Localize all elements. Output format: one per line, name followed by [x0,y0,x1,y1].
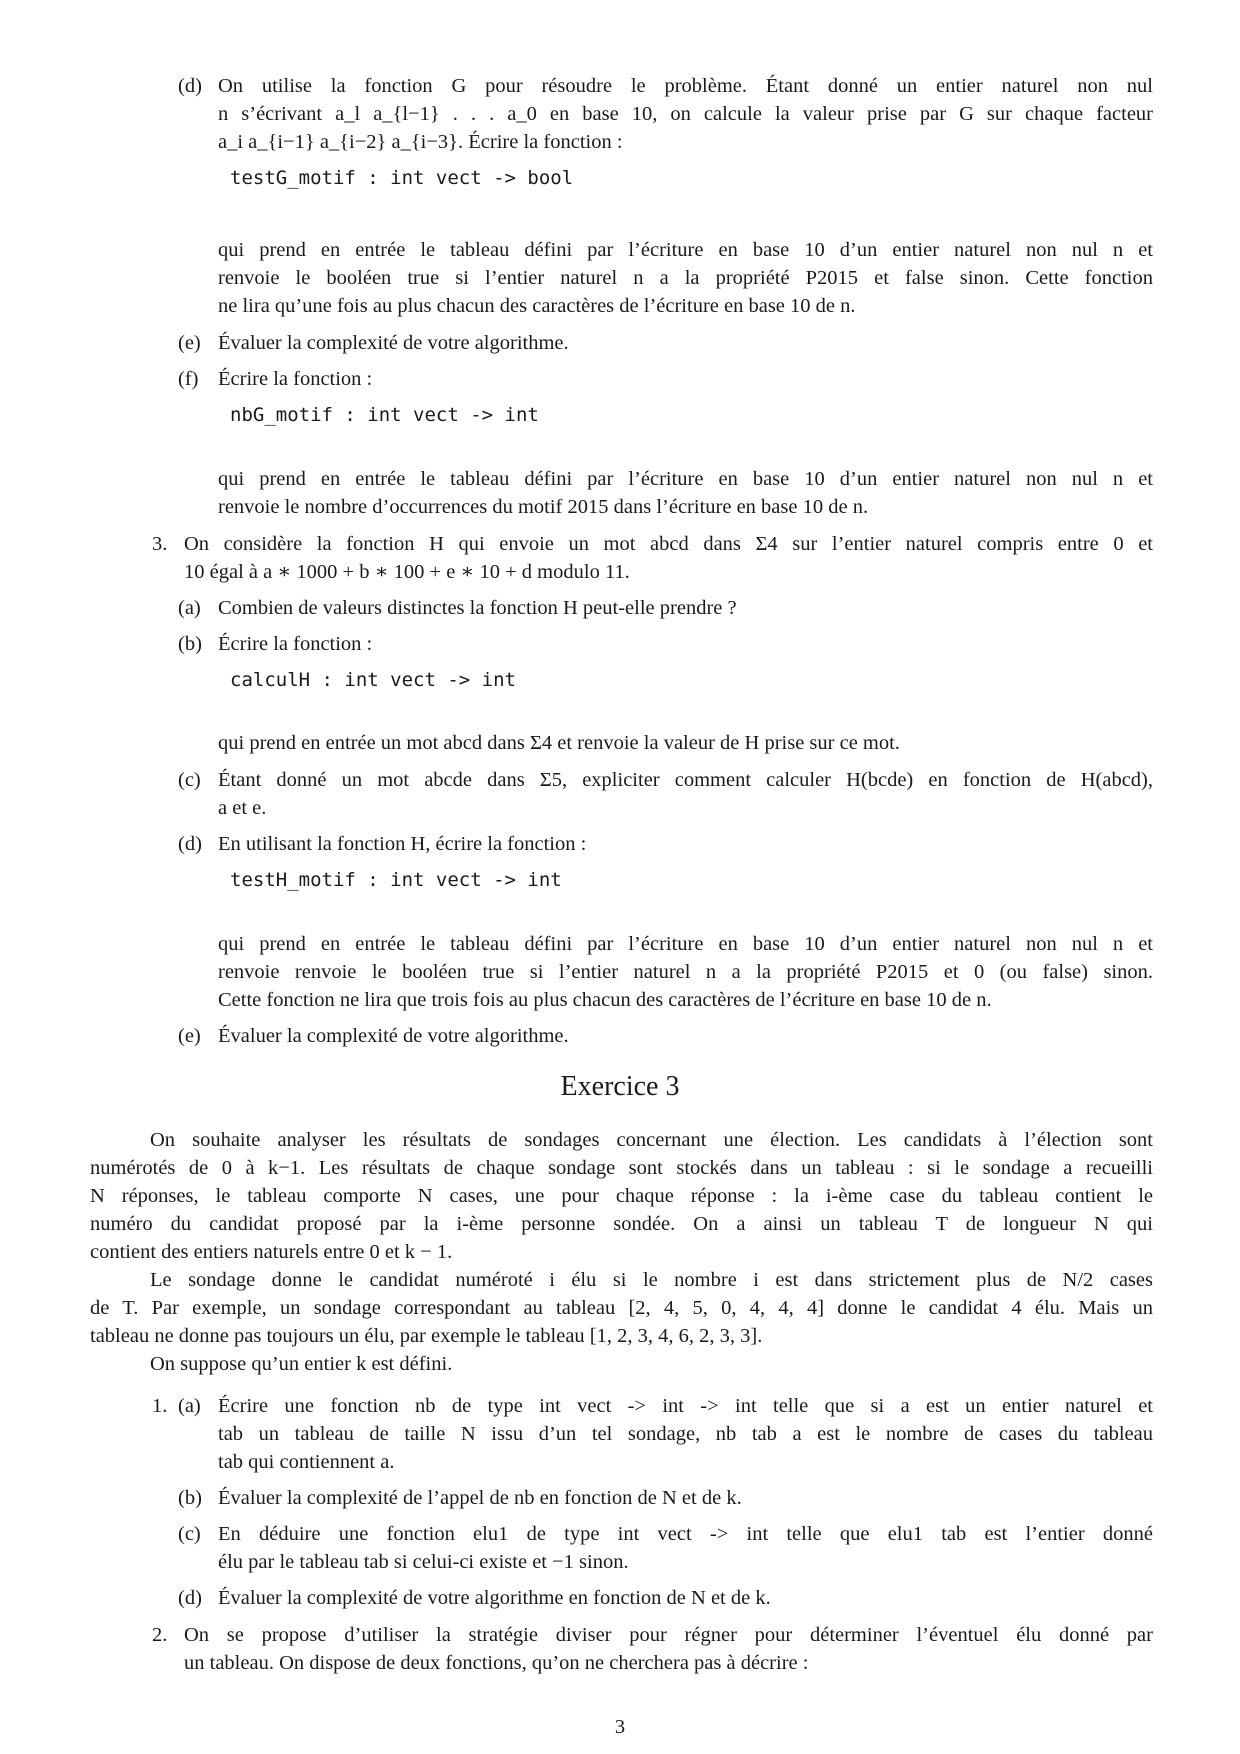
paragraph-line: contient des entiers naturels entre 0 et k − 1. [90,1241,453,1263]
item-label: (e) [178,1025,201,1047]
paragraph-line: un tableau. On dispose de deux fonctions, qu’on ne cherchera pas à décrire : [184,1652,809,1674]
item-label: (c) [178,1523,201,1545]
item-label: (c) [178,769,201,791]
paragraph-line: Écrire la fonction : [218,368,373,390]
paragraph-line: On considère la fonction H qui envoie un mot abcd dans Σ4 sur l’entier naturel compris entre 0 et [184,533,1153,555]
question-number: 3. [152,533,168,555]
item-label: (b) [178,1487,202,1509]
paragraph-line: qui prend en entrée le tableau défini par l’écriture en base 10 d’un entier naturel non nul n et [218,468,1153,490]
code-signature: testH_motif : int vect -> int [230,869,562,891]
paragraph-line: qui prend en entrée le tableau défini par l’écriture en base 10 d’un entier naturel non nul n et [218,239,1153,261]
paragraph-line: Étant donné un mot abcde dans Σ5, expliciter comment calculer H(bcde) en fonction de H(abcd), [218,769,1153,791]
paragraph-line: ne lira qu’une fois au plus chacun des caractères de l’écriture en base 10 de n. [218,295,856,317]
item-label: (a) [178,1395,201,1417]
paragraph-line: Évaluer la complexité de votre algorithme. [218,332,569,354]
paragraph-line: Évaluer la complexité de votre algorithme. [218,1025,569,1047]
paragraph-line: numérotés de 0 à k−1. Les résultats de chaque sondage sont stockés dans un tableau : si le sondage a recueilli [90,1157,1153,1179]
item-label: (d) [178,833,202,855]
code-signature: calculH : int vect -> int [230,669,516,691]
item-label: (a) [178,597,201,619]
paragraph-line: On suppose qu’un entier k est défini. [150,1353,453,1375]
paragraph-line: On souhaite analyser les résultats de sondages concernant une élection. Les candidats à l’élection sont [150,1129,1153,1151]
paragraph-line: Combien de valeurs distinctes la fonction H peut-elle prendre ? [218,597,737,619]
paragraph-line: qui prend en entrée un mot abcd dans Σ4 et renvoie la valeur de H prise sur ce mot. [218,732,900,754]
paragraph-line: En utilisant la fonction H, écrire la fonction : [218,833,587,855]
code-signature: testG_motif : int vect -> bool [230,167,574,189]
paragraph-line: renvoie renvoie le booléen true si l’entier naturel n a la propriété P2015 et 0 (ou false) sinon. [218,961,1153,983]
paragraph-line: renvoie le nombre d’occurrences du motif 2015 dans l’écriture en base 10 de n. [218,496,869,518]
paragraph-line: a et e. [218,797,267,819]
item-label: (d) [178,1587,202,1609]
paragraph-line: En déduire une fonction elu1 de type int vect -> int telle que elu1 tab est l’entier donné [218,1523,1153,1545]
paragraph-line: Évaluer la complexité de votre algorithme en fonction de N et de k. [218,1587,771,1609]
paragraph-line: On se propose d’utiliser la stratégie diviser pour régner pour déterminer l’éventuel élu donné par [184,1624,1153,1646]
page-number: 3 [614,1716,626,1738]
paragraph-line: N réponses, le tableau comporte N cases, une pour chaque réponse : la i-ème case du tableau contient le [90,1185,1153,1207]
paragraph-line: qui prend en entrée le tableau défini par l’écriture en base 10 d’un entier naturel non nul n et [218,933,1153,955]
item-label: (f) [178,368,199,390]
paragraph-line: renvoie le booléen true si l’entier naturel n a la propriété P2015 et false sinon. Cette fonction [218,267,1153,289]
question-number: 2. [152,1624,168,1646]
paragraph-line: tableau ne donne pas toujours un élu, par exemple le tableau [1, 2, 3, 4, 6, 2, 3, 3]. [90,1325,763,1347]
paragraph-line: On utilise la fonction G pour résoudre le problème. Étant donné un entier naturel non nul [218,75,1153,97]
paragraph-line: élu par le tableau tab si celui-ci existe et −1 sinon. [218,1551,629,1573]
paragraph-line: Écrire une fonction nb de type int vect -> int -> int telle que si a est un entier naturel et [218,1395,1153,1417]
paragraph-line: tab un tableau de taille N issu d’un tel sondage, nb tab a est le nombre de cases du tableau [218,1423,1153,1445]
paragraph-line: Le sondage donne le candidat numéroté i élu si le nombre i est dans strictement plus de N/2 cases [150,1269,1153,1291]
paragraph-line: n s’écrivant a_l a_{l−1} . . . a_0 en base 10, on calcule la valeur prise par G sur chaque facteur [218,103,1153,125]
paragraph-line: Évaluer la complexité de l’appel de nb en fonction de N et de k. [218,1487,742,1509]
paragraph-line: 10 égal à a ∗ 1000 + b ∗ 100 + e ∗ 10 + d modulo 11. [184,561,630,583]
code-signature: nbG_motif : int vect -> int [230,404,539,426]
paragraph-line: a_i a_{i−1} a_{i−2} a_{i−3}. Écrire la fonction : [218,131,623,153]
item-label: (b) [178,633,202,655]
paragraph-line: de T. Par exemple, un sondage correspondant au tableau [2, 4, 5, 0, 4, 4, 4] donne le candidat 4 élu. Mais un [90,1297,1153,1319]
paragraph-line: Écrire la fonction : [218,633,373,655]
paragraph-line: tab qui contiennent a. [218,1451,395,1473]
paragraph-line: Cette fonction ne lira que trois fois au plus chacun des caractères de l’écriture en base 10 de n. [218,989,992,1011]
item-label: (e) [178,332,201,354]
question-number: 1. [152,1395,168,1417]
paragraph-line: numéro du candidat proposé par la i-ème personne sondée. On a ainsi un tableau T de longueur N qui [90,1213,1153,1235]
exercise-heading: Exercice 3 [560,1071,680,1102]
item-label: (d) [178,75,202,97]
